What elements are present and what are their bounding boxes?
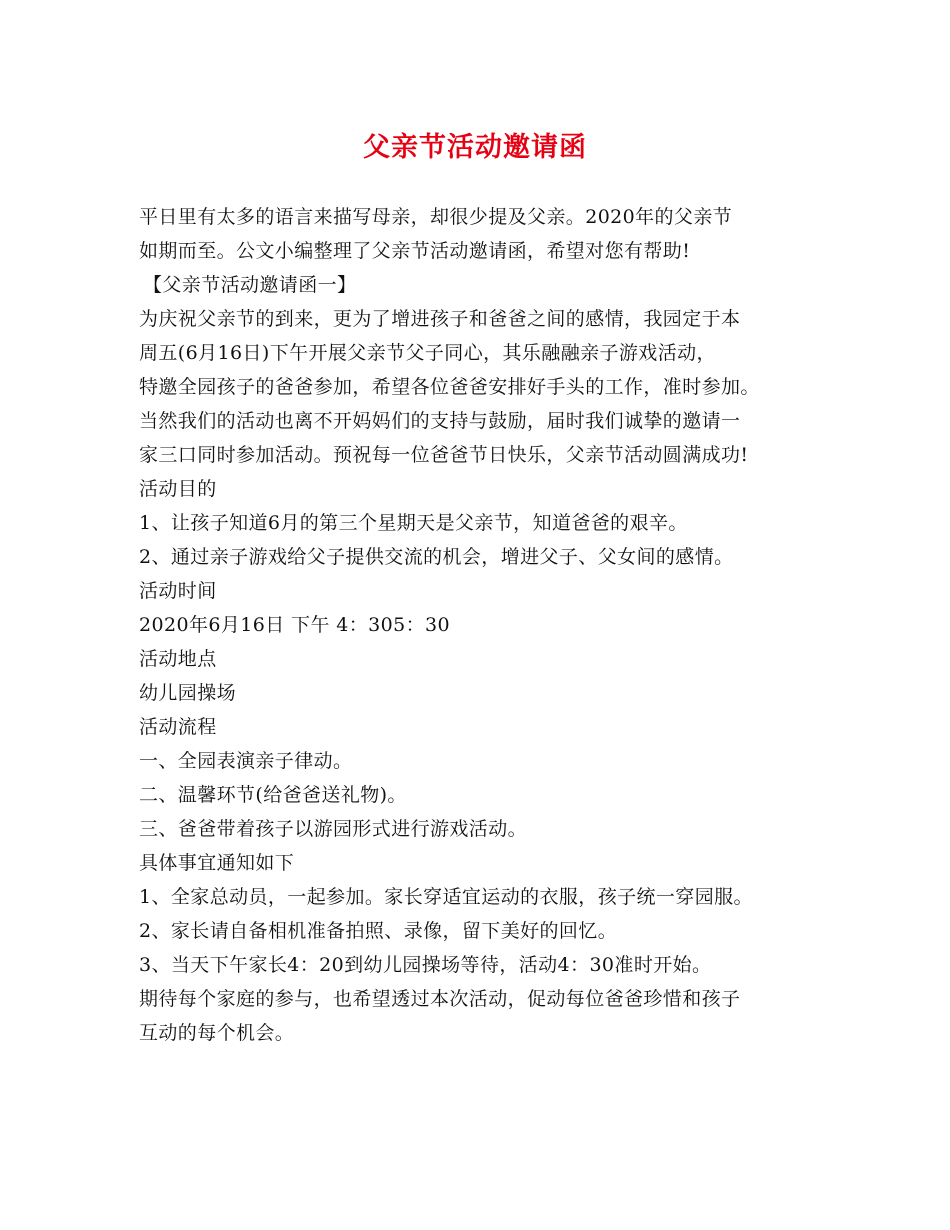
list-item: 3、当天下午家长4：20到幼儿园操场等待，活动4：30准时开始。 <box>139 954 712 976</box>
body-line: 为庆祝父亲节的到来，更为了增进孩子和爸爸之间的感情，我园定于本 <box>139 308 741 330</box>
list-item: 三、爸爸带着孩子以游园形式进行游戏活动。 <box>139 818 528 840</box>
body-line: 家三口同时参加活动。预祝每一位爸爸节日快乐，父亲节活动圆满成功! <box>139 444 749 466</box>
list-item: 一、全园表演亲子律动。 <box>139 750 353 772</box>
section-heading-details: 具体事宜通知如下 <box>139 852 295 874</box>
section-heading-process: 活动流程 <box>139 716 217 738</box>
body-line: 期待每个家庭的参与，也希望透过本次活动，促动每位爸爸珍惜和孩子 <box>139 988 741 1010</box>
list-item: 2、家长请自备相机准备拍照、录像，留下美好的回忆。 <box>139 920 618 942</box>
list-item: 1、让孩子知道6月的第三个星期天是父亲节，知道爸爸的艰辛。 <box>139 512 688 534</box>
body-line: 平日里有太多的语言来描写母亲，却很少提及父亲。2020年的父亲节 <box>139 206 733 228</box>
section-heading-invitation-one: 【父亲节活动邀请函一】 <box>143 274 357 296</box>
document-body <box>139 200 839 1050</box>
body-line: 周五(6月16日)下午开展父亲节父子同心，其乐融融亲子游戏活动， <box>139 342 716 364</box>
list-item: 1、全家总动员，一起参加。家长穿适宜运动的衣服，孩子统一穿园服。 <box>139 886 753 908</box>
body-line: 互动的每个机会。 <box>139 1022 295 1044</box>
section-heading-location: 活动地点 <box>139 648 217 670</box>
list-item: 二、温馨环节(给爸爸送礼物)。 <box>139 784 407 806</box>
document-title: 父亲节活动邀请函 <box>363 132 587 163</box>
list-item: 2、通过亲子游戏给父子提供交流的机会，增进父子、父女间的感情。 <box>139 546 734 568</box>
body-line: 当然我们的活动也离不开妈妈们的支持与鼓励，届时我们诚挚的邀请一 <box>139 410 741 432</box>
section-heading-time: 活动时间 <box>139 580 217 602</box>
body-line: 特邀全园孩子的爸爸参加，希望各位爸爸安排好手头的工作，准时参加。 <box>139 376 760 398</box>
event-location: 幼儿园操场 <box>139 682 237 704</box>
body-line: 如期而至。公文小编整理了父亲节活动邀请函，希望对您有帮助! <box>139 240 691 262</box>
event-time: 2020年6月16日 下午 4：305：30 <box>139 614 451 636</box>
section-heading-purpose: 活动目的 <box>139 478 217 500</box>
